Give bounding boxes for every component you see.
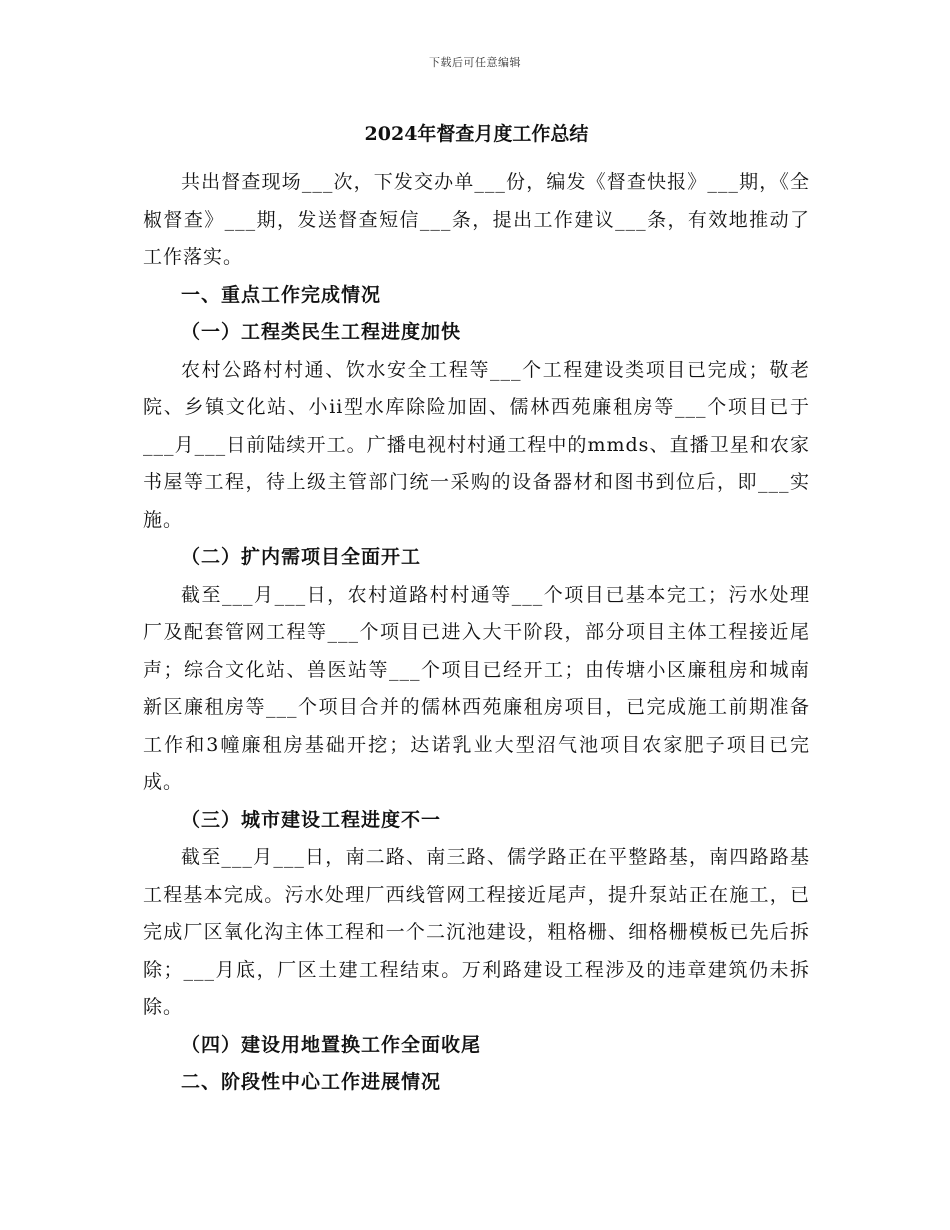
section-heading-1: 一、重点工作完成情况 [181, 283, 382, 306]
subsection-heading-1: （一）工程类民生工程进度加快 [181, 321, 462, 343]
subsection-paragraph-1: 农村公路村村通、饮水安全工程等___个工程建设类项目已完成；敬老院、乡镇文化站、小ii型水库除险加固、儒林西苑廉租房等___个项目已于___月___日前陆续开工。广播电视村村通工程中的mmds、直播卫星和农家书屋等工程，待上级主管部门统一采购的设备器材和图书到位后，即___实施。 [143, 358, 810, 531]
page-header-note: 下载后可任意编辑 [429, 56, 521, 69]
document-title: 2024年督查月度工作总结 [364, 123, 589, 145]
subsection-heading-4: （四）建设用地置换工作全面收尾 [181, 1033, 482, 1056]
subsection-heading-3: （三）城市建设工程进度不一 [181, 808, 442, 831]
document-body [143, 120, 810, 1102]
subsection-paragraph-2: 截至___月___日，农村道路村村通等___个项目已基本完工；污水处理厂及配套管网工程等___个项目已进入大干阶段，部分项目主体工程接近尾声；综合文化站、兽医站等___个项目已经开工；由传塘小区廉租房和城南新区廉租房等___个项目合并的儒林西苑廉租房项目，已完成施工前期准备工作和3幢廉租房基础开挖；达诺乳业大型沼气池项目农家肥子项目已完成。 [143, 583, 810, 793]
subsection-paragraph-3: 截至___月___日，南二路、南三路、儒学路正在平整路基，南四路路基工程基本完成。污水处理厂西线管网工程接近尾声，提升泵站正在施工，已完成厂区氧化沟主体工程和一个二沉池建设，粗格栅、细格栅模板已先后拆除；___月底，厂区土建工程结束。万利路建设工程涉及的违章建筑仍未拆除。 [143, 846, 810, 1018]
section-heading-2: 二、阶段性中心工作进展情况 [181, 1071, 442, 1093]
intro-paragraph: 共出督查现场___次，下发交办单___份，编发《督查快报》___期，《全椒督查》___期，发送督查短信___条，提出工作建议___条，有效地推动了工作落实。 [143, 171, 810, 268]
subsection-heading-2: （二）扩内需项目全面开工 [181, 546, 422, 568]
